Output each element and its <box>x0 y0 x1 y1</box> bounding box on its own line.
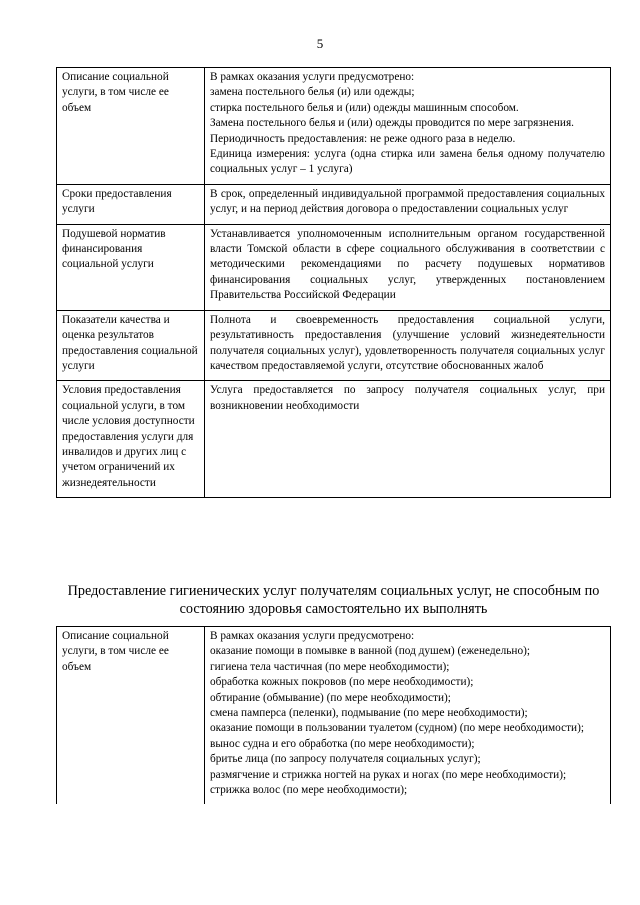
text-line: В рамках оказания услуги предусмотрено: <box>210 630 415 642</box>
text-line: Полнота и своевременность предоставления социальной услуги, результативность предоставления (улучшение условий жизнедеятельности получателя социальных услуг), удовлетворенность получателя социальных услуг качеством предоставляемой услуги, отсутствие обоснованных жалоб <box>210 313 605 372</box>
row-label: Подушевой норматив финансирования социальной услуги <box>57 224 205 310</box>
page-number: 5 <box>316 36 324 51</box>
row-value <box>205 310 611 381</box>
hygiene-service-table <box>56 626 611 804</box>
row-value <box>205 68 611 185</box>
row-value <box>205 184 611 224</box>
row-label: Показатели качества и оценка результатов предоставления социальной услуги <box>57 310 205 381</box>
text-line: гигиена тела частичная (по мере необходимости); <box>210 660 450 673</box>
text-line: размягчение и стрижка ногтей на руках и ногах (по мере необходимости); <box>210 768 567 781</box>
text-line: Замена постельного белья и (или) одежды проводится по мере загрязнения. <box>210 117 574 130</box>
row-value <box>205 381 611 498</box>
text-line: обтирание (обмывание) (по мере необходимости); <box>210 691 451 704</box>
text-line: В рамках оказания услуги предусмотрено: <box>210 71 415 83</box>
row-label: Описание социальной услуги, в том числе ее объем <box>57 627 205 805</box>
text-line: Устанавливается уполномоченным исполнительным органом государственной власти Томской области в сфере социального обслуживания в соответствии с методическими рекомендациями по расчету подушевых нормативов финансирования социальных услуг, утвержденных постановлением Правительства Российской Федерации <box>210 227 605 302</box>
row-label: Описание социальной услуги, в том числе ее объем <box>57 68 205 185</box>
service-table <box>56 67 611 498</box>
table-row <box>57 310 611 381</box>
table-row <box>57 68 611 185</box>
text-line: обработка кожных покровов (по мере необходимости); <box>210 676 474 689</box>
text-line: бритье лица (по запросу получателя социальных услуг); <box>210 753 481 766</box>
text-line: стрижка волос (по мере необходимости); <box>210 784 408 797</box>
row-label: Условия предоставления социальной услуги, в том числе условия доступности предоставления услуги для инвалидов и других лиц с учетом ограничений их жизнедеятельности <box>57 381 205 498</box>
section-title: Предоставление гигиенических услуг получателям социальных услуг, не способным по состоянию здоровья самостоятельно их выполнять <box>67 583 600 617</box>
text-line: В срок, определенный индивидуальной программой предоставления социальных услуг, и на период действия договора о предоставлении социальных услуг <box>210 187 605 216</box>
row-value <box>205 224 611 310</box>
text-line: Услуга предоставляется по запросу получателя социальных услуг, при возникновении необходимости <box>210 384 605 412</box>
table-row <box>57 381 611 498</box>
text-line: оказание помощи в помывке в ванной (под душем) (еженедельно); <box>210 645 531 658</box>
text-line: оказание помощи в пользовании туалетом (судном) (по мере необходимости); <box>210 722 584 735</box>
table-row <box>57 184 611 224</box>
row-label: Сроки предоставления услуги <box>57 184 205 224</box>
text-line: стирка постельного белья и (или) одежды машинным способом. <box>210 101 519 114</box>
text-line: вынос судна и его обработка (по мере необходимости); <box>210 737 475 750</box>
text-line: смена памперса (пеленки), подмывание (по мере необходимости); <box>210 707 528 720</box>
text-line: Периодичность предоставления: не реже одного раза в неделю. <box>210 132 516 145</box>
text-line: Единица измерения: услуга (одна стирка или замена белья одному получателю социальных услуг – 1 услуга) <box>210 148 605 176</box>
row-value <box>205 627 611 805</box>
table-row <box>57 627 611 805</box>
table-row <box>57 224 611 310</box>
text-line: замена постельного белья (и) или одежды; <box>210 86 415 99</box>
